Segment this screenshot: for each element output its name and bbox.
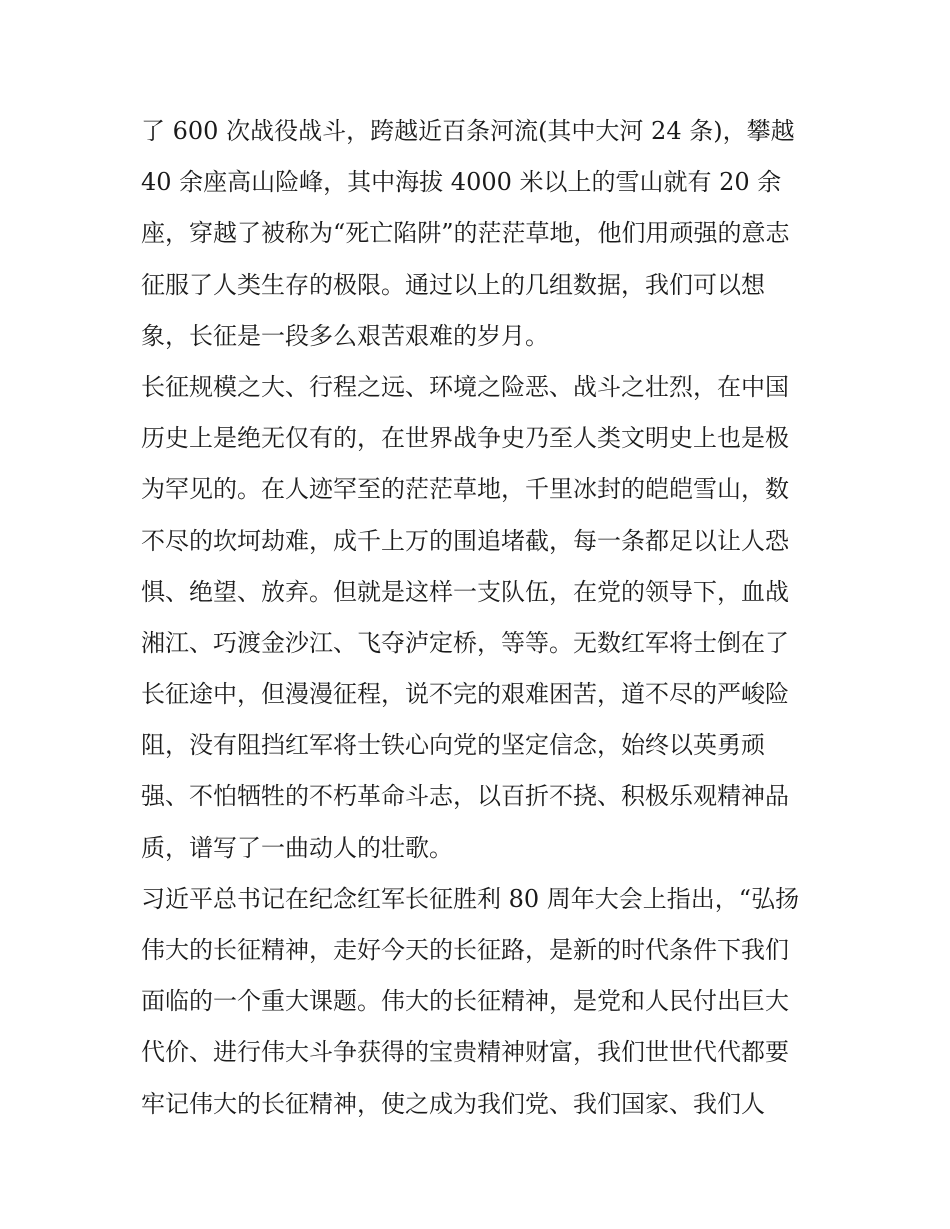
text-line: 伟大的长征精神，走好今天的长征路，是新的时代条件下我们 [141, 936, 789, 964]
text-line: 代价、进行伟大斗争获得的宝贵精神财富，我们世世代代都要 [141, 1038, 789, 1067]
text-line: 了 600 次战役战斗，跨越近百条河流(其中大河 24 条)，攀越 [141, 117, 795, 145]
text-line: 征服了人类生存的极限。通过以上的几组数据，我们可以想 [141, 270, 765, 299]
text-line: 惧、绝望、放弃。但就是这样一支队伍，在党的领导下，血战 [141, 577, 789, 606]
text-line: 牢记伟大的长征精神，使之成为我们党、我们国家、我们人 [141, 1089, 765, 1118]
text-line: 质，谱写了一曲动人的壮歌。 [141, 833, 453, 862]
text-line: 为罕见的。在人迹罕至的茫茫草地，千里冰封的皑皑雪山，数 [141, 475, 789, 504]
text-line: 习近平总书记在纪念红军长征胜利 80 周年大会上指出，“弘扬 [141, 884, 800, 913]
text-line: 湘江、巧渡金沙江、飞夺泸定桥，等等。无数红军将士倒在了 [141, 628, 789, 657]
text-line: 强、不怕牺牲的不朽革命斗志，以百折不挠、积极乐观精神品 [141, 782, 789, 811]
text-line: 长征途中，但漫漫征程，说不完的艰难困苦，道不尽的严峻险 [141, 680, 789, 709]
text-line: 阻，没有阻挡红军将士铁心向党的坚定信念，始终以英勇顽 [141, 731, 765, 760]
text-line: 40 余座高山险峰，其中海拔 4000 米以上的雪山就有 20 余 [141, 168, 782, 197]
text-line: 长征规模之大、行程之远、环境之险恶、战斗之壮烈，在中国 [141, 372, 789, 401]
text-line: 面临的一个重大课题。伟大的长征精神，是党和人民付出巨大 [141, 987, 789, 1016]
body-text [141, 106, 821, 1130]
text-line: 不尽的坎坷劫难，成千上万的围追堵截，每一条都足以让人恐 [141, 526, 789, 555]
text-line: 历史上是绝无仅有的，在世界战争史乃至人类文明史上也是极 [141, 424, 789, 453]
text-line: 座，穿越了被称为“死亡陷阱”的茫茫草地，他们用顽强的意志 [141, 219, 790, 248]
text-line: 象，长征是一段多么艰苦艰难的岁月。 [141, 321, 549, 350]
